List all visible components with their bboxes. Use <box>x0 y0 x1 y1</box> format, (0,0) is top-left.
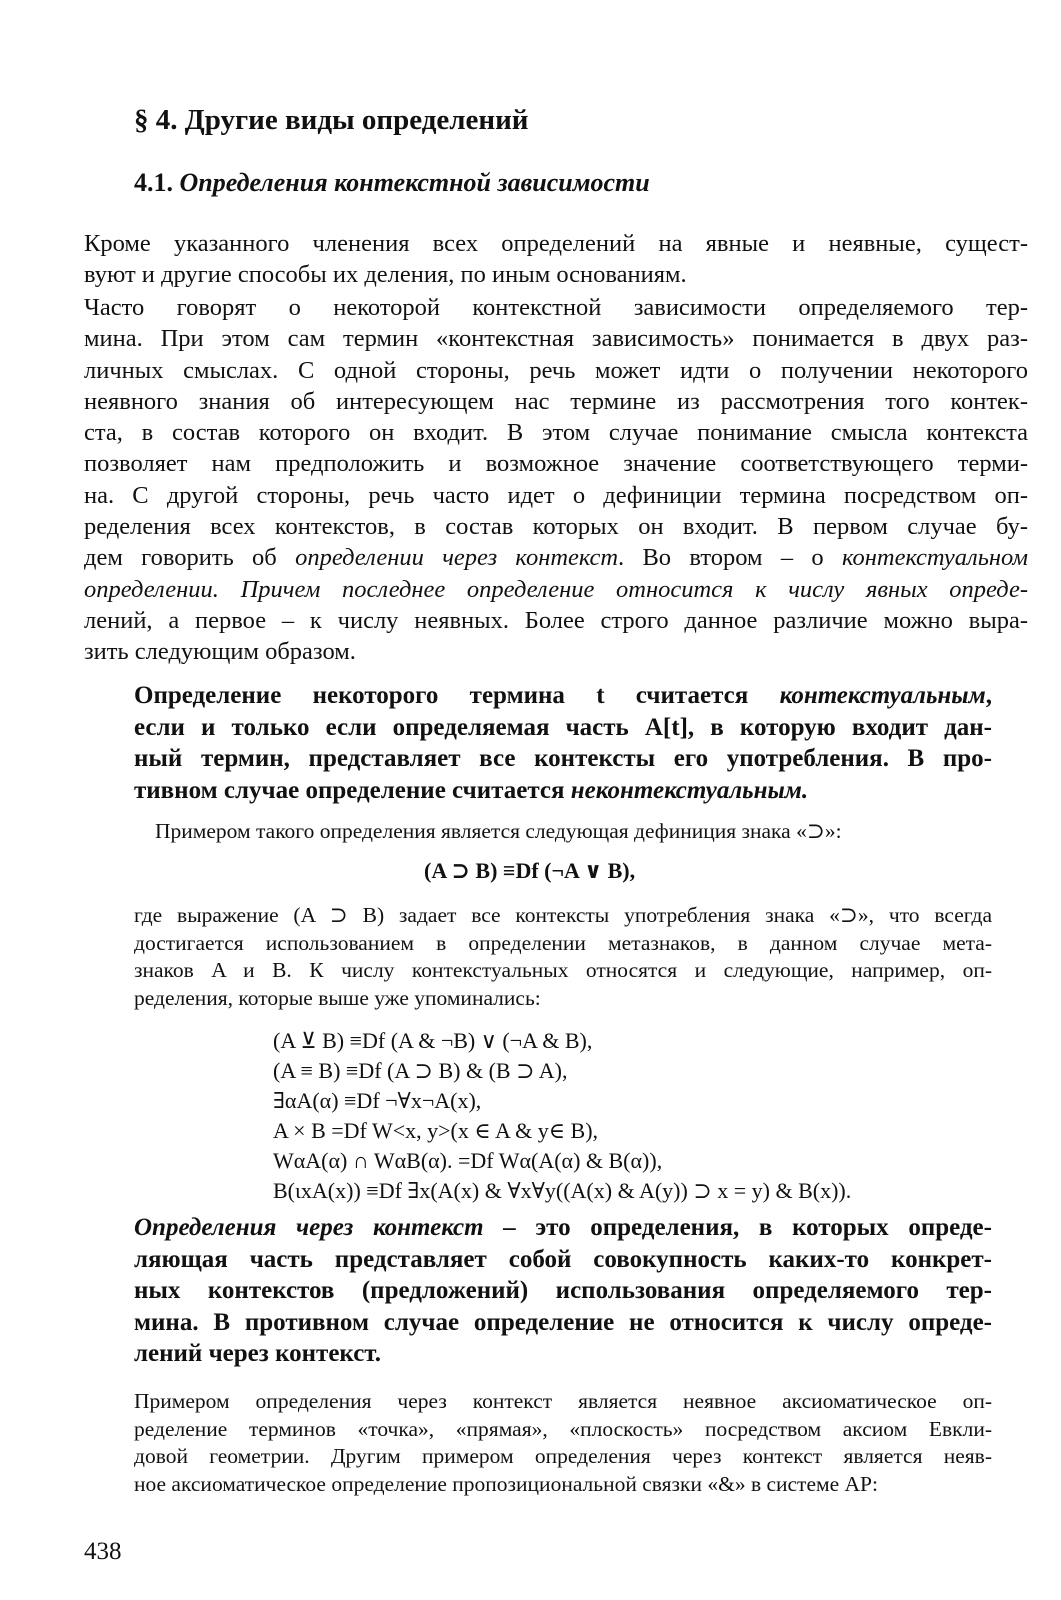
text-line: Часто говорят о некоторой контекстной зависимости определяемого тер- <box>84 294 1028 321</box>
text-line: ределения всех контекстов, в состав которых он входит. В первом случае бу- <box>84 513 1028 541</box>
text-line: ное аксиоматическое определение пропозициональной связки «&» в системе AP: <box>134 1471 878 1496</box>
term-contextual: контекстуальным <box>779 682 986 709</box>
text-line: достигается использованием в определении метазнаков, в данном случае мета- <box>134 930 992 955</box>
text-line <box>84 574 1028 605</box>
text-run: , <box>985 682 992 709</box>
text-run: Причем последнее определение относится к числу явных опреде- <box>218 575 1028 603</box>
term-contextual: контекстуальном <box>841 544 1028 572</box>
text-line: неявного знания об интересующем нас термине из рассмотрения того контек- <box>84 387 1028 415</box>
text-run: тивном случае определение считается <box>134 776 571 804</box>
definition-through-context <box>134 1212 992 1370</box>
text-line: мина. В противном случае определение не относится к числу опреде- <box>134 1308 992 1336</box>
text-line <box>134 680 992 712</box>
text-line: на. С другой стороны, речь часто идет о дефиниции термина посредством оп- <box>84 481 1028 509</box>
text-run: – это определения, в которых опреде- <box>483 1214 992 1241</box>
formula-item: B(ιxA(x)) ≡Df ∃x(A(x) & ∀x∀y((A(x) & A(y)) ⊃ x = y) & B(x)). <box>273 1178 852 1203</box>
text-line: знаков A и B. К числу контекстуальных относятся и следующие, например, оп- <box>134 958 992 982</box>
text-line: где выражение (A ⊃ B) задает все контексты употребления знака «⊃», что всегда <box>134 903 992 927</box>
text-line: ределения, которые выше уже упоминались: <box>134 985 541 1010</box>
text-line <box>84 542 1028 573</box>
formula-list <box>273 1026 851 1206</box>
paragraph-where <box>134 902 992 1012</box>
text-line: ных контекстов (предложений) использования определяемого тер- <box>134 1277 992 1304</box>
text-run: . Во втором – о <box>618 544 842 572</box>
formula-item: WαA(α) ∩ WαB(α). =Df Wα(A(α) & B(α)), <box>273 1148 663 1173</box>
text-line: Примером такого определения является следующая дефиниция знака «⊃»: <box>155 819 842 843</box>
formula-item: (A ⊻ B) ≡Df (A & ¬B) ∨ (¬A & B), <box>273 1028 593 1053</box>
formula-item: (A ≡ B) ≡Df (A ⊃ B) & (B ⊃ A), <box>273 1058 568 1083</box>
text-line: зить следующим образом. <box>84 638 356 666</box>
text-run: Определение некоторого термина t считается <box>134 682 780 709</box>
example-intro <box>155 818 995 846</box>
subsection-heading <box>134 168 650 198</box>
term-definitions-through-context: Определения через контекст <box>134 1214 484 1241</box>
text-line: лений, а первое – к числу неявных. Более строго данное различие можно выра- <box>84 606 1028 634</box>
text-line: ный термин, представляет все контексты его употребления. В про- <box>134 745 992 772</box>
term-definition: определении. <box>84 575 219 603</box>
text-line <box>134 775 992 807</box>
definition-contextual <box>134 680 992 806</box>
text-line: Примером определения через контекст является неявное аксиоматическое оп- <box>134 1389 992 1413</box>
subsection-title: Определения контекстной зависимости <box>179 168 650 197</box>
formula-item: A × B =Df W<x, y>(x ∈ A & y∈ B), <box>273 1118 599 1143</box>
text-line: ляющая часть представляет собой совокупность каких-то конкрет- <box>134 1245 992 1273</box>
text-line <box>134 1212 992 1244</box>
formula-item: ∃αA(α) ≡Df ¬∀x¬A(x), <box>273 1088 482 1113</box>
text-line: Кроме указанного членения всех определений на явные и неявные, сущест- <box>84 230 1028 257</box>
text-line: мина. При этом сам термин «контекстная зависимость» понимается в двух раз- <box>84 325 1028 353</box>
text-run: дем говорить об <box>84 544 296 572</box>
main-formula: (A ⊃ B) ≡Df (¬A ∨ B), <box>424 858 636 883</box>
page-number: 438 <box>84 1538 122 1565</box>
text-line: личных смыслах. С одной стороны, речь может идти о получении некоторого <box>84 356 1028 384</box>
subsection-number: 4.1. <box>134 168 173 197</box>
term-noncontextual: неконтекстуальным. <box>570 776 809 804</box>
text-line: если и только если определяемая часть A[t], в которую входит дан- <box>134 713 992 741</box>
text-line: довой геометрии. Другим примером определения через контекст является неяв- <box>134 1444 992 1468</box>
paragraph-context-dependency <box>84 292 1028 668</box>
section-title: Другие виды определений <box>184 104 529 136</box>
text-line: ста, в состав которого он входит. В этом случае понимание смысла контекста <box>84 419 1028 447</box>
text-line: позволяет нам предположить и возможное значение соответствующего терми- <box>84 450 1028 478</box>
section-number: § 4. <box>134 104 178 136</box>
paragraph-intro <box>84 228 1028 291</box>
text-line: лений через контекст. <box>134 1340 381 1367</box>
text-line: вуют и другие способы их деления, по иным основаниям. <box>84 261 687 289</box>
text-line: ределение терминов «точка», «прямая», «плоскость» посредством аксиом Евкли- <box>134 1416 992 1441</box>
term-definition-through-context: определении через контекст <box>295 544 619 572</box>
section-heading <box>134 104 529 137</box>
paragraph-examples <box>134 1388 992 1498</box>
